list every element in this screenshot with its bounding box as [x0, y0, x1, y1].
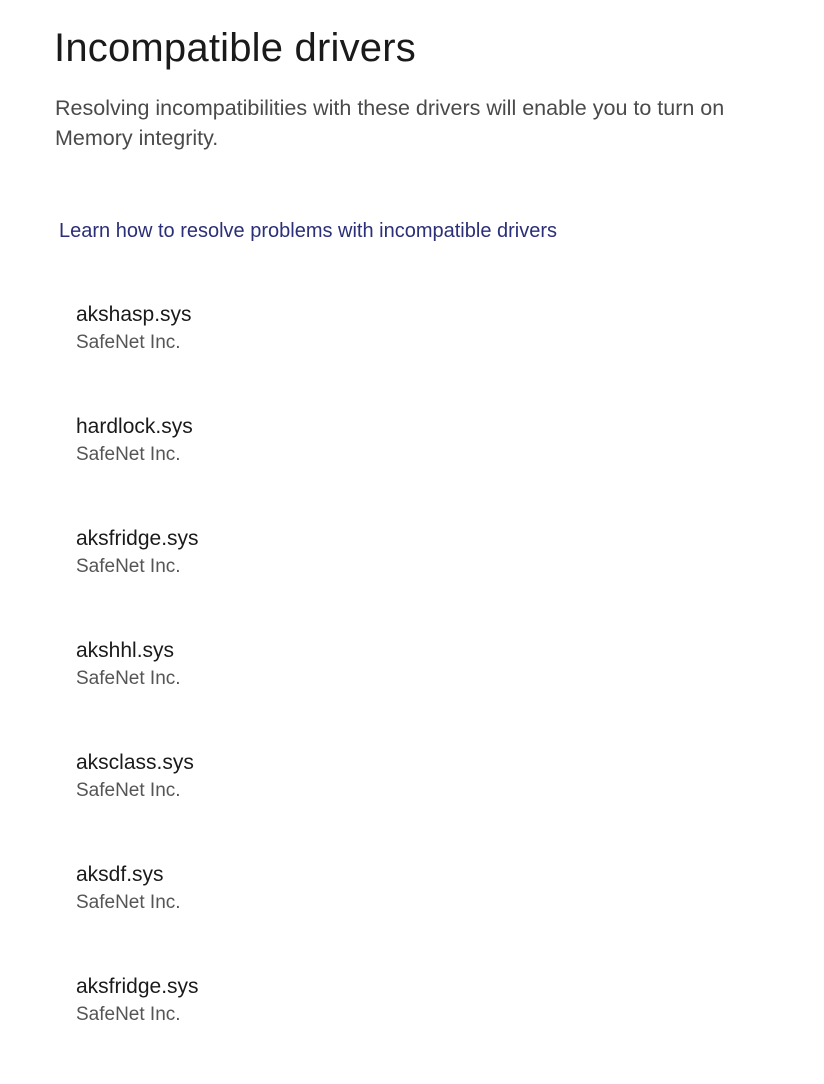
driver-item	[76, 860, 199, 972]
driver-item	[76, 748, 199, 860]
driver-vendor: SafeNet Inc.	[76, 780, 181, 801]
page-title: Incompatible drivers	[54, 26, 416, 70]
driver-vendor: SafeNet Inc.	[76, 556, 181, 577]
driver-list	[76, 300, 199, 1084]
driver-vendor: SafeNet Inc.	[76, 444, 181, 465]
driver-name: aksclass.sys	[76, 751, 194, 774]
driver-name: aksfridge.sys	[76, 975, 199, 998]
page-description: Resolving incompatibilities with these drivers will enable you to turn on Memory integrity.	[55, 96, 725, 150]
driver-name: aksfridge.sys	[76, 527, 199, 550]
learn-more-link[interactable]: Learn how to resolve problems with incompatible drivers	[59, 220, 558, 242]
driver-item	[76, 300, 199, 412]
driver-vendor: SafeNet Inc.	[76, 668, 181, 689]
driver-name: hardlock.sys	[76, 415, 193, 438]
driver-vendor: SafeNet Inc.	[76, 1004, 181, 1025]
driver-name: aksdf.sys	[76, 863, 164, 886]
driver-vendor: SafeNet Inc.	[76, 332, 181, 353]
driver-item	[76, 412, 199, 524]
driver-item	[76, 636, 199, 748]
driver-item	[76, 972, 199, 1084]
driver-name: akshasp.sys	[76, 303, 192, 326]
driver-item	[76, 524, 199, 636]
driver-name: akshhl.sys	[76, 639, 175, 662]
driver-vendor: SafeNet Inc.	[76, 892, 181, 913]
